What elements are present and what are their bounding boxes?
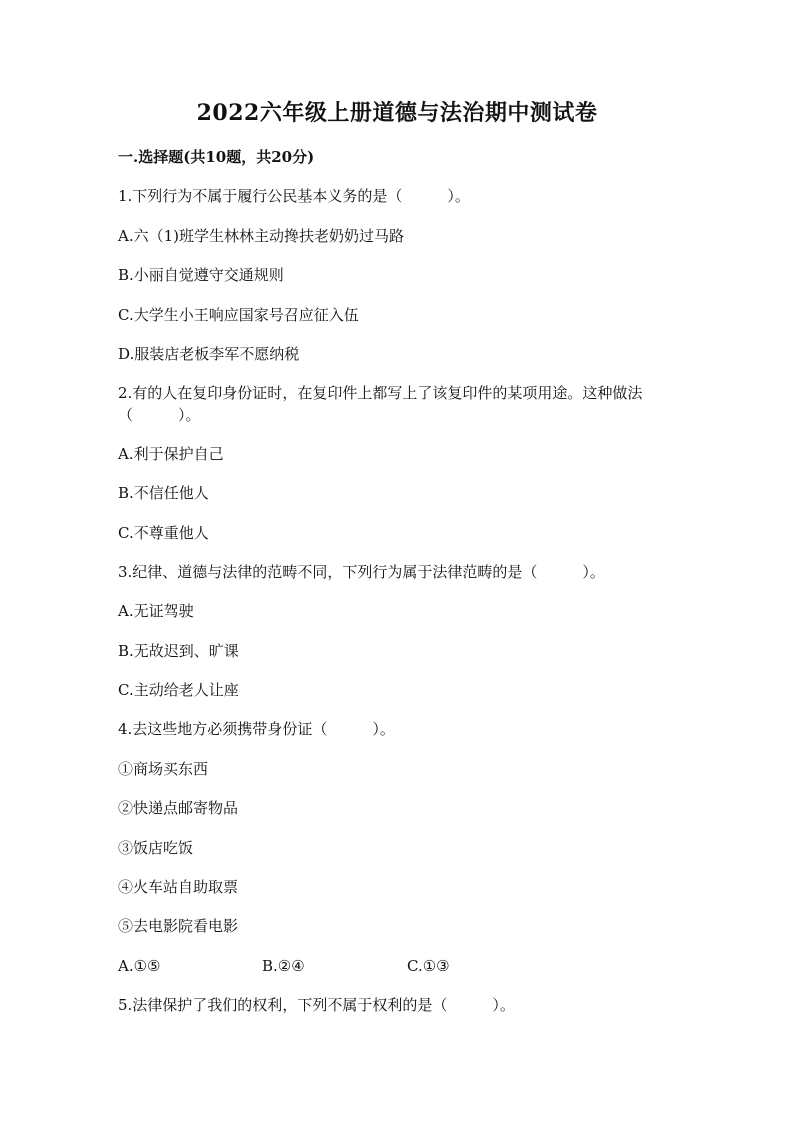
question-1-option-d: D.服装店老板李军不愿纳税 (118, 345, 300, 363)
question-4-options (0, 955, 794, 977)
exam-title: 2022六年级上册道德与法治期中测试卷 (196, 100, 598, 126)
question-5-stem: 5.法律保护了我们的权利，下列不属于权利的是（ ）。 (118, 996, 515, 1014)
question-2-stem: 2.有的人在复印身份证时，在复印件上都写上了该复印件的某项用途。这种做法（ ）。 (118, 384, 643, 424)
question-4-item-4: ④火车站自助取票 (118, 878, 239, 896)
question-4-stem: 4.去这些地方必须携带身份证（ ）。 (118, 720, 395, 738)
question-3-stem: 3.纪律、道德与法律的范畴不同，下列行为属于法律范畴的是（ ）。 (118, 563, 605, 581)
question-2-option-c: C.不尊重他人 (118, 524, 209, 542)
question-4-item-3: ③饭店吃饭 (118, 839, 194, 857)
question-1-option-b: B.小丽自觉遵守交通规则 (118, 266, 284, 284)
question-3-option-b: B.无故迟到、旷课 (118, 642, 239, 660)
question-4-item-1: ①商场买东西 (118, 760, 209, 778)
question-3-option-c: C.主动给老人让座 (118, 681, 239, 699)
question-1-stem: 1.下列行为不属于履行公民基本义务的是（ ）。 (118, 187, 470, 205)
question-1-option-a: A.六（1)班学生林林主动搀扶老奶奶过马路 (118, 227, 404, 245)
question-4-option-b: B.②④ (262, 957, 305, 975)
question-4-item-5: ⑤去电影院看电影 (118, 917, 239, 935)
question-4-option-a: A.①⑤ (118, 957, 161, 975)
question-1-option-c: C.大学生小王响应国家号召应征入伍 (118, 306, 359, 324)
question-4-item-2: ②快递点邮寄物品 (118, 799, 239, 817)
question-2-option-b: B.不信任他人 (118, 484, 209, 502)
section-heading: 一.选择题(共10题，共20分) (118, 148, 315, 166)
question-3-option-a: A.无证驾驶 (118, 602, 194, 620)
question-4-option-c: C.①③ (407, 957, 450, 975)
question-2-option-a: A.利于保护自己 (118, 445, 224, 463)
